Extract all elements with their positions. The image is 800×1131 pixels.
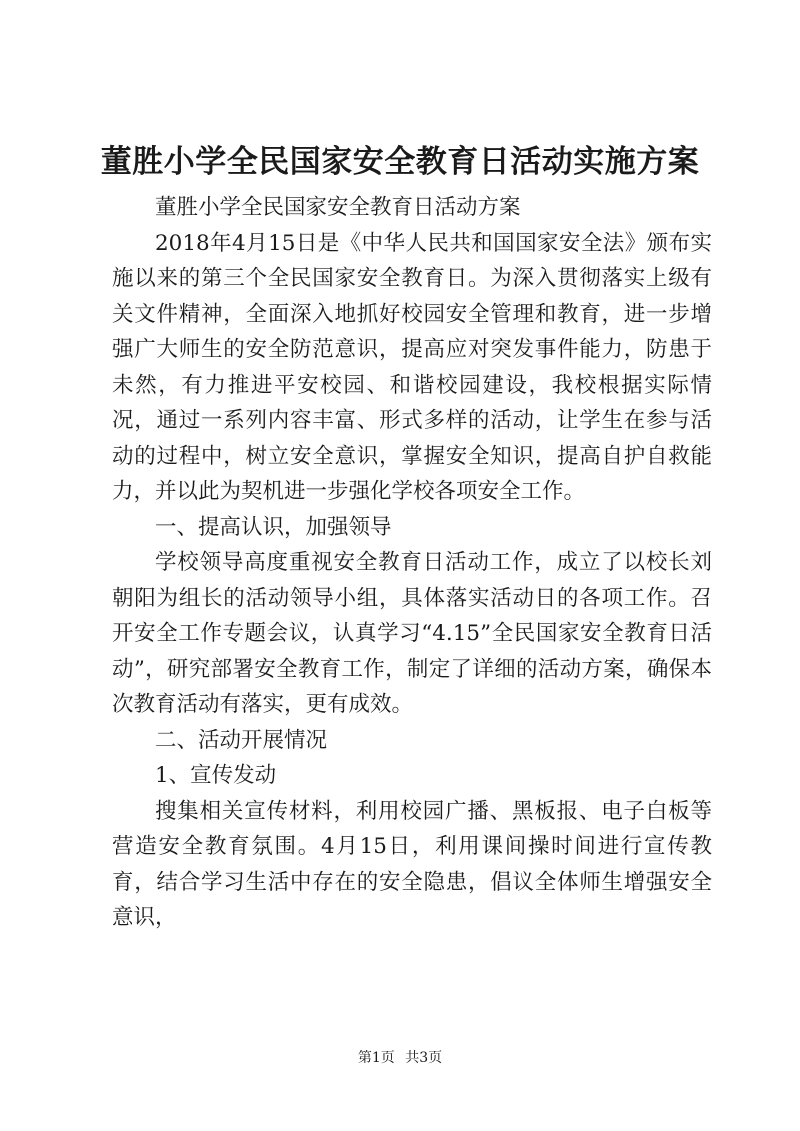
- document-title: 董胜小学全民国家安全教育日活动实施方案: [100, 144, 700, 180]
- paragraph-publicity: 搜集相关宣传材料，利用校园广播、黑板报、电子白板等营造安全教育氛围。4月15日，利用课间操时间进行宣传教育，结合学习生活中存在的安全隐患，倡议全体师生增强安全意识，: [112, 798, 712, 930]
- paragraph-leadership: 学校领导高度重视安全教育日活动工作，成立了以校长刘朝阳为组长的活动领导小组，具体落实活动日的各项工作。召开安全工作专题会议，认真学习“4.15”全民国家安全教育日活动”，研究部署安全教育工作，制定了详细的活动方案，确保本次教育活动有落实，更有成效。: [112, 550, 712, 717]
- page-footer: [0, 1048, 800, 1068]
- paragraph-subtitle: 董胜小学全民国家安全教育日活动方案: [155, 195, 521, 220]
- page-number: 第1页: [357, 1050, 395, 1066]
- section-heading-1: 一、提高认识，加强领导: [155, 514, 392, 540]
- paragraph-intro: 2018年4月15日是《中华人民共和国国家安全法》颁布实施以来的第三个全民国家安全教育日。为深入贯彻落实上级有关文件精神，全面深入地抓好校园安全管理和教育，进一步增强广大师生的安全防范意识，提高应对突发事件能力，防患于未然，有力推进平安校园、和谐校园建设，我校根据实际情况，通过一系列内容丰富、形式多样的活动，让学生在参与活动的过程中，树立安全意识，掌握安全知识，提高自护自救能力，并以此为契机进一步强化学校各项安全工作。: [112, 230, 712, 504]
- document-body: [112, 190, 712, 936]
- page-total: 共3页: [405, 1050, 443, 1066]
- section-heading-2: 二、活动开展情况: [155, 727, 328, 753]
- subsection-heading-1: 1、宣传发动: [155, 763, 277, 788]
